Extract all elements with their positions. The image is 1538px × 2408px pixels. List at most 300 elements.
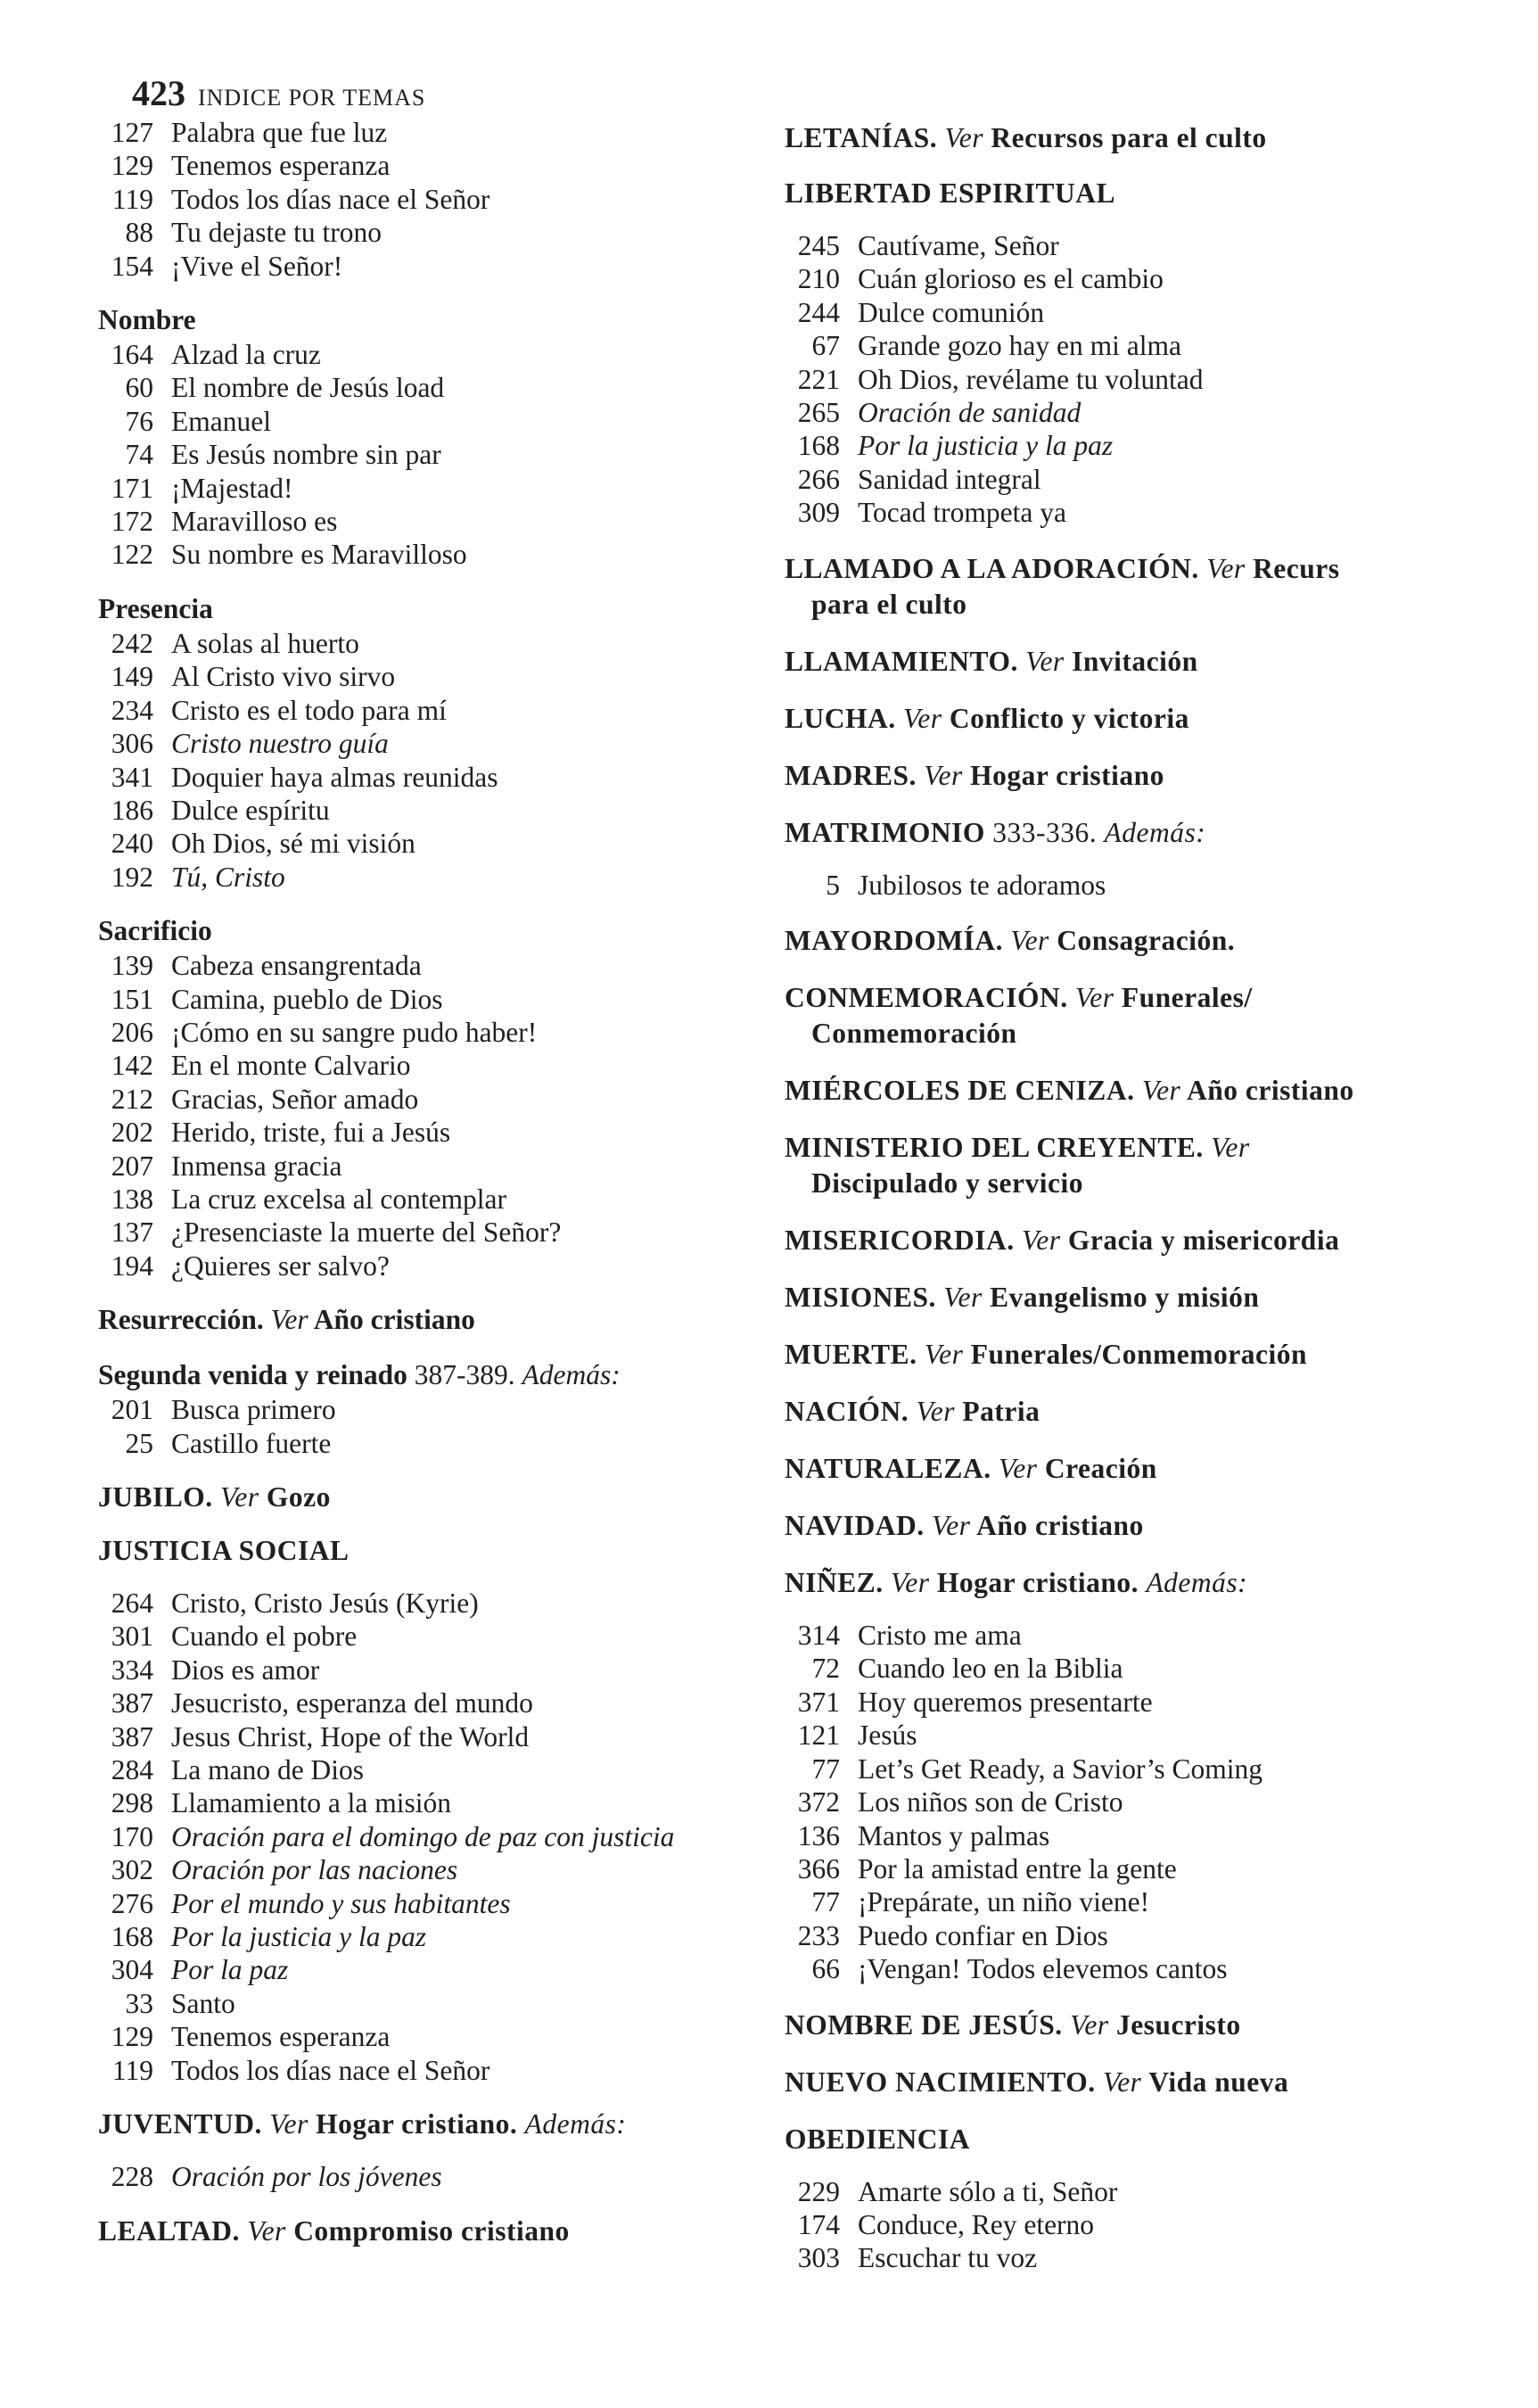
madres-ver: Ver bbox=[924, 759, 963, 791]
hymn-title: Maravilloso es bbox=[171, 506, 338, 538]
list-item bbox=[98, 1216, 758, 1249]
hymn-title: Cristo nuestro guía bbox=[171, 728, 389, 760]
list-item bbox=[98, 2054, 758, 2087]
hymn-number: 192 bbox=[111, 861, 153, 893]
left-column bbox=[98, 116, 758, 2249]
subheading-sacrificio: Sacrificio bbox=[98, 915, 212, 947]
hymn-number: 240 bbox=[111, 828, 153, 860]
list-item bbox=[98, 1587, 758, 1620]
hymn-number: 303 bbox=[797, 2242, 840, 2274]
hymn-title: Alzad la cruz bbox=[171, 339, 321, 371]
list-item bbox=[98, 1820, 758, 1853]
matrimonio-heading: MATRIMONIO bbox=[785, 816, 985, 848]
hymn-number: 66 bbox=[811, 1953, 840, 1985]
hymn-title: Conduce, Rey eterno bbox=[858, 2208, 1095, 2240]
hymn-number: 301 bbox=[111, 1620, 153, 1653]
hymn-number: 234 bbox=[111, 694, 153, 726]
hymn-title: El nombre de Jesús load bbox=[171, 372, 445, 404]
subheading-presencia: Presencia bbox=[98, 592, 213, 624]
list-item bbox=[98, 1427, 758, 1460]
ninez-heading: NIÑEZ. bbox=[785, 1567, 884, 1599]
category-navidad bbox=[785, 1508, 1538, 1544]
hymn-title: Los niños son de Cristo bbox=[858, 1786, 1123, 1818]
hymn-title: La mano de Dios bbox=[171, 1754, 365, 1786]
hymn-title: Cristo es el todo para mí bbox=[171, 694, 447, 726]
list-item bbox=[98, 727, 758, 760]
hymn-number: 168 bbox=[111, 1921, 153, 1953]
hymn-number: 210 bbox=[797, 263, 840, 295]
hymn-number: 309 bbox=[797, 497, 840, 529]
nacion-ref[interactable]: Patria bbox=[962, 1396, 1040, 1428]
category-nacion bbox=[785, 1394, 1538, 1430]
hymn-number: 142 bbox=[111, 1050, 153, 1082]
conmemoracion-ver: Ver bbox=[1074, 982, 1114, 1014]
hymn-number: 306 bbox=[111, 728, 153, 760]
hymn-number: 127 bbox=[111, 117, 153, 148]
hymn-number: 121 bbox=[797, 1719, 840, 1752]
list-item bbox=[785, 1619, 1538, 1652]
hymn-number: 302 bbox=[111, 1854, 153, 1886]
list-item bbox=[785, 429, 1538, 462]
hymn-number: 233 bbox=[797, 1919, 840, 1951]
hymn-number: 119 bbox=[111, 2054, 153, 2086]
llamado-ref[interactable]: Recurs bbox=[1253, 552, 1340, 584]
lealtad-ver: Ver bbox=[247, 2214, 286, 2247]
hymn-title: Por el mundo y sus habitantes bbox=[171, 1887, 511, 1919]
list-item bbox=[785, 496, 1538, 529]
lucha-ref[interactable]: Conflicto y victoria bbox=[949, 702, 1189, 734]
hymn-number: 194 bbox=[111, 1249, 153, 1282]
hymn-title: Es Jesús nombre sin par bbox=[171, 439, 441, 471]
hymn-number: 265 bbox=[797, 397, 840, 429]
list-item bbox=[98, 1116, 758, 1149]
list-item bbox=[785, 1752, 1538, 1785]
hymn-number: 74 bbox=[125, 439, 153, 471]
list-item bbox=[785, 396, 1538, 429]
nuevo-heading: NUEVO NACIMIENTO. bbox=[785, 2066, 1096, 2098]
hymn-title: Su nombre es Maravilloso bbox=[171, 539, 467, 571]
page-header bbox=[132, 71, 425, 120]
conmemoracion-ref-cont[interactable]: Conmemoración bbox=[811, 1018, 1017, 1050]
list-item bbox=[785, 1719, 1538, 1752]
obediencia-list bbox=[785, 2175, 1538, 2275]
hymn-title: Dulce comunión bbox=[858, 296, 1045, 328]
page-title: INDICE POR TEMAS bbox=[198, 85, 426, 111]
juventud-ver: Ver bbox=[269, 2108, 308, 2140]
hymn-number: 151 bbox=[111, 983, 153, 1015]
misericordia-heading: MISERICORDIA. bbox=[785, 1225, 1015, 1257]
hymn-title: Castillo fuerte bbox=[171, 1427, 332, 1459]
list-item bbox=[98, 827, 758, 860]
hymn-title: Herido, triste, fui a Jesús bbox=[171, 1117, 451, 1149]
juventud-ademas: Además: bbox=[524, 2108, 627, 2140]
list-item bbox=[98, 1887, 758, 1920]
muerte-heading: MUERTE. bbox=[785, 1339, 917, 1371]
hymn-title: Tenemos esperanza bbox=[171, 150, 391, 182]
justicia-list bbox=[98, 1587, 758, 2087]
hymn-title: Inmensa gracia bbox=[171, 1150, 342, 1182]
juventud-heading: JUVENTUD. bbox=[98, 2108, 262, 2140]
category-llamamiento bbox=[785, 644, 1538, 680]
hymn-number: 387 bbox=[111, 1720, 153, 1752]
hymn-title: Jesus Christ, Hope of the World bbox=[171, 1720, 530, 1752]
hymn-title: Sanidad integral bbox=[858, 463, 1041, 495]
hymn-number: 129 bbox=[111, 2021, 153, 2053]
muerte-ref[interactable]: Funerales/Conmemoración bbox=[970, 1339, 1307, 1371]
hymn-number: 67 bbox=[811, 330, 840, 362]
hymn-number: 77 bbox=[811, 1752, 840, 1785]
hymn-title: Dios es amor bbox=[171, 1653, 320, 1686]
hymn-number: 334 bbox=[111, 1653, 153, 1686]
hymn-title: Jesucristo, esperanza del mundo bbox=[171, 1687, 533, 1719]
hymn-number: 174 bbox=[797, 2208, 840, 2240]
list-item bbox=[785, 329, 1538, 362]
letanias-ver: Ver bbox=[944, 122, 983, 153]
segunda-range: 387-389. bbox=[414, 1359, 515, 1391]
hymn-number: 119 bbox=[111, 183, 153, 215]
hymn-title: Hoy queremos presentarte bbox=[858, 1686, 1153, 1718]
llamado-heading: LLAMADO A LA ADORACIÓN. bbox=[785, 552, 1199, 584]
miercoles-ref[interactable]: Año cristiano bbox=[1186, 1075, 1354, 1107]
ministerio-ver: Ver bbox=[1211, 1132, 1250, 1164]
hymn-title: Cuando leo en la Biblia bbox=[858, 1653, 1123, 1685]
misiones-heading: MISIONES. bbox=[785, 1282, 936, 1314]
naturaleza-ref[interactable]: Creación bbox=[1044, 1453, 1157, 1485]
llamado-ref-cont[interactable]: para el culto bbox=[811, 588, 967, 620]
category-llamado bbox=[785, 551, 1538, 623]
category-naturaleza bbox=[785, 1451, 1538, 1487]
hymn-number: 137 bbox=[111, 1216, 153, 1249]
list-item bbox=[98, 861, 758, 894]
hymn-title: Oración por las naciones bbox=[171, 1854, 458, 1886]
hymn-number: 170 bbox=[111, 1820, 153, 1852]
list-item bbox=[98, 983, 758, 1016]
hymn-number: 33 bbox=[125, 1987, 153, 2019]
miercoles-heading: MIÉRCOLES DE CENIZA. bbox=[785, 1075, 1135, 1107]
hymn-title: ¡Vive el Señor! bbox=[171, 250, 343, 282]
hymn-number: 154 bbox=[111, 250, 153, 282]
list-item bbox=[98, 1653, 758, 1686]
right-column bbox=[785, 120, 1538, 2275]
category-madres bbox=[785, 758, 1538, 794]
misiones-ref[interactable]: Evangelismo y misión bbox=[990, 1282, 1260, 1314]
hymn-title: Grande gozo hay en mi alma bbox=[858, 330, 1181, 362]
hymn-title: Let’s Get Ready, a Savior’s Coming bbox=[858, 1752, 1263, 1785]
list-item bbox=[785, 229, 1538, 262]
hymn-title: Cautívame, Señor bbox=[858, 230, 1059, 261]
hymn-title: Cristo me ama bbox=[858, 1620, 1022, 1652]
hymn-number: 72 bbox=[811, 1653, 840, 1685]
hymn-number: 229 bbox=[797, 2175, 840, 2207]
muerte-ver: Ver bbox=[924, 1339, 964, 1371]
hymn-title: Cuán glorioso es el cambio bbox=[858, 263, 1164, 295]
jubilo-ver: Ver bbox=[220, 1481, 259, 1513]
hymn-number: 202 bbox=[111, 1117, 153, 1149]
list-item bbox=[98, 183, 758, 216]
hymn-number: 139 bbox=[111, 950, 153, 982]
hymn-title: Escuchar tu voz bbox=[858, 2242, 1038, 2274]
miercoles-ver: Ver bbox=[1141, 1075, 1181, 1107]
matrimonio-ademas: Además: bbox=[1104, 816, 1206, 848]
list-item bbox=[98, 1083, 758, 1116]
hymn-number: 138 bbox=[111, 1183, 153, 1215]
hymn-title: ¡Cómo en su sangre pudo haber! bbox=[171, 1016, 538, 1048]
list-item bbox=[98, 627, 758, 660]
hymn-title: La cruz excelsa al contemplar bbox=[171, 1183, 507, 1215]
list-item bbox=[785, 1652, 1538, 1685]
hymn-title: Doquier haya almas reunidas bbox=[171, 761, 498, 793]
list-item bbox=[98, 216, 758, 249]
hymn-number: 372 bbox=[797, 1786, 840, 1818]
category-conmemoracion bbox=[785, 980, 1538, 1051]
category-obediencia: OBEDIENCIA bbox=[785, 2123, 971, 2155]
category-lealtad bbox=[98, 2214, 758, 2249]
hymn-title: Tenemos esperanza bbox=[171, 2021, 391, 2053]
jubilo-heading: JUBILO. bbox=[98, 1481, 213, 1513]
lealtad-ref[interactable]: Compromiso cristiano bbox=[293, 2214, 570, 2247]
list-item bbox=[98, 472, 758, 505]
hymn-title: Emanuel bbox=[171, 405, 271, 437]
list-item bbox=[98, 761, 758, 794]
hymn-number: 264 bbox=[111, 1587, 153, 1619]
ninez-list bbox=[785, 1619, 1538, 1985]
juventud-ref[interactable]: Hogar cristiano. bbox=[316, 2108, 518, 2140]
list-item bbox=[98, 116, 758, 149]
list-item bbox=[98, 1150, 758, 1183]
list-item bbox=[98, 1049, 758, 1082]
navidad-heading: NAVIDAD. bbox=[785, 1510, 925, 1542]
category-matrimonio bbox=[785, 815, 1538, 851]
hymn-number: 228 bbox=[111, 2161, 153, 2193]
hymn-title: Oh Dios, revélame tu voluntad bbox=[858, 363, 1204, 395]
jubilo-ref[interactable]: Gozo bbox=[266, 1481, 331, 1513]
lucha-ver: Ver bbox=[903, 702, 942, 734]
list-item bbox=[98, 438, 758, 471]
segunda-heading: Segunda venida y reinado bbox=[98, 1359, 407, 1391]
list-item bbox=[785, 2175, 1538, 2208]
hymn-title: Oración por los jóvenes bbox=[171, 2161, 442, 2193]
hymn-number: 171 bbox=[111, 472, 153, 504]
mayordomia-heading: MAYORDOMÍA. bbox=[785, 925, 1003, 957]
list-item bbox=[785, 1686, 1538, 1719]
list-item bbox=[98, 1920, 758, 1953]
page-number: 423 bbox=[132, 73, 185, 113]
subheading-segunda-venida bbox=[98, 1357, 758, 1393]
matrimonio-range: 333-336. bbox=[992, 816, 1098, 848]
list-item bbox=[98, 149, 758, 182]
list-item bbox=[98, 2020, 758, 2053]
hymn-number: 242 bbox=[111, 627, 153, 659]
hymn-number: 25 bbox=[125, 1427, 153, 1459]
list-item bbox=[98, 660, 758, 693]
llamamiento-ver: Ver bbox=[1025, 645, 1065, 677]
list-item bbox=[98, 371, 758, 404]
hymn-number: 207 bbox=[111, 1150, 153, 1182]
hymn-title: Oración para el domingo de paz con justicia bbox=[171, 1820, 675, 1852]
nuevo-ver: Ver bbox=[1102, 2066, 1142, 2098]
hymn-title: Amarte sólo a ti, Señor bbox=[858, 2175, 1118, 2207]
naturaleza-heading: NATURALEZA. bbox=[785, 1453, 991, 1485]
hymn-number: 284 bbox=[111, 1754, 153, 1786]
conmemoracion-ref[interactable]: Funerales/ bbox=[1121, 982, 1253, 1014]
subheading-resurreccion bbox=[98, 1302, 758, 1338]
hymn-number: 129 bbox=[111, 150, 153, 182]
mayordomia-ver: Ver bbox=[1010, 925, 1049, 957]
list-item bbox=[98, 505, 758, 538]
list-item bbox=[785, 2241, 1538, 2274]
lucha-heading: LUCHA. bbox=[785, 702, 896, 734]
hymn-title: Por la justicia y la paz bbox=[171, 1921, 427, 1953]
hymn-title: Por la paz bbox=[171, 1954, 289, 1986]
hymn-number: 186 bbox=[111, 794, 153, 826]
hymn-title: Puedo confiar en Dios bbox=[858, 1919, 1108, 1951]
list-item bbox=[785, 463, 1538, 496]
lealtad-heading: LEALTAD. bbox=[98, 2214, 240, 2247]
nombre-jesus-ref[interactable]: Jesucristo bbox=[1115, 2008, 1241, 2041]
resurreccion-ver: Ver bbox=[270, 1304, 308, 1336]
ministerio-heading: MINISTERIO DEL CREYENTE. bbox=[785, 1132, 1204, 1164]
matrimonio-list bbox=[785, 869, 1538, 902]
navidad-ver: Ver bbox=[931, 1510, 971, 1542]
nombre-jesus-heading: NOMBRE DE JESÚS. bbox=[785, 2008, 1063, 2041]
hymn-title: ¡Vengan! Todos elevemos cantos bbox=[858, 1953, 1228, 1985]
nombre-jesus-ver: Ver bbox=[1070, 2008, 1109, 2041]
hymn-title: Por la justicia y la paz bbox=[858, 430, 1114, 462]
resurreccion-heading: Resurrección. bbox=[98, 1304, 264, 1336]
hymn-number: 221 bbox=[797, 363, 840, 395]
list-item bbox=[98, 405, 758, 438]
llamamiento-heading: LLAMAMIENTO. bbox=[785, 645, 1018, 677]
hymn-number: 245 bbox=[797, 230, 840, 261]
hymn-number: 371 bbox=[797, 1686, 840, 1718]
hymn-number: 136 bbox=[797, 1819, 840, 1851]
ministerio-ref-cont[interactable]: Discipulado y servicio bbox=[811, 1167, 1084, 1200]
list-item bbox=[98, 1786, 758, 1819]
libertad-list bbox=[785, 229, 1538, 530]
hymn-number: 201 bbox=[111, 1394, 153, 1426]
hymn-title: ¡Majestad! bbox=[171, 472, 293, 504]
hymn-title: Tú, Cristo bbox=[171, 861, 285, 893]
hymn-number: 168 bbox=[797, 430, 840, 462]
llamamiento-ref[interactable]: Invitación bbox=[1072, 645, 1198, 677]
list-item bbox=[785, 296, 1538, 329]
conmemoracion-heading: CONMEMORACIÓN. bbox=[785, 982, 1068, 1014]
segunda-list bbox=[98, 1393, 758, 1460]
category-letanias bbox=[785, 120, 1538, 156]
ninez-ademas: Además: bbox=[1146, 1567, 1248, 1599]
hymn-number: 341 bbox=[111, 761, 153, 793]
list-item bbox=[785, 1785, 1538, 1818]
category-misericordia bbox=[785, 1223, 1538, 1258]
hymn-number: 366 bbox=[797, 1852, 840, 1884]
list-item bbox=[98, 1249, 758, 1282]
hymn-title: ¡Prepárate, un niño viene! bbox=[858, 1886, 1150, 1918]
madres-ref[interactable]: Hogar cristiano bbox=[970, 759, 1164, 791]
hymn-title: ¿Presenciaste la muerte del Señor? bbox=[171, 1216, 562, 1249]
hymn-title: Al Cristo vivo sirvo bbox=[171, 661, 396, 693]
hymn-number: 244 bbox=[797, 296, 840, 328]
category-misiones bbox=[785, 1280, 1538, 1315]
category-nombre-jesus bbox=[785, 2008, 1538, 2043]
hymn-number: 276 bbox=[111, 1887, 153, 1919]
list-item bbox=[98, 1686, 758, 1719]
hymn-title: Dulce espíritu bbox=[171, 794, 330, 826]
hymn-title: Cuando el pobre bbox=[171, 1620, 358, 1653]
misericordia-ver: Ver bbox=[1022, 1225, 1061, 1257]
category-justicia-social: JUSTICIA SOCIAL bbox=[98, 1535, 350, 1566]
hymn-title: Por la amistad entre la gente bbox=[858, 1852, 1177, 1884]
list-item bbox=[785, 363, 1538, 396]
hymn-number: 387 bbox=[111, 1687, 153, 1719]
naturaleza-ver: Ver bbox=[998, 1453, 1038, 1485]
hymn-title: En el monte Calvario bbox=[171, 1050, 411, 1082]
presencia-list bbox=[98, 627, 758, 894]
category-ministerio bbox=[785, 1130, 1538, 1201]
nacion-heading: NACIÓN. bbox=[785, 1396, 909, 1428]
hymn-number: 122 bbox=[111, 539, 153, 571]
hymn-title: Jesús bbox=[858, 1719, 917, 1752]
misiones-ver: Ver bbox=[943, 1282, 983, 1314]
hymn-number: 149 bbox=[111, 661, 153, 693]
hymn-title: Llamamiento a la misión bbox=[171, 1787, 452, 1819]
hymn-title: Cabeza ensangrentada bbox=[171, 950, 422, 982]
list-item bbox=[98, 949, 758, 982]
hymn-number: 172 bbox=[111, 506, 153, 538]
hymn-title: Oración de sanidad bbox=[858, 397, 1082, 429]
hymn-title: Mantos y palmas bbox=[858, 1819, 1050, 1851]
hymn-title: Oh Dios, sé mi visión bbox=[171, 828, 415, 860]
hymn-number: 5 bbox=[826, 869, 840, 901]
madres-heading: MADRES. bbox=[785, 759, 917, 791]
hymn-title: Gracias, Señor amado bbox=[171, 1083, 419, 1115]
subheading-nombre: Nombre bbox=[98, 304, 196, 336]
juventud-list bbox=[98, 2160, 758, 2193]
category-lucha bbox=[785, 701, 1538, 737]
nuevo-ref[interactable]: Vida nueva bbox=[1148, 2066, 1289, 2098]
list-item bbox=[98, 1753, 758, 1786]
hymn-title: Todos los días nace el Señor bbox=[171, 2054, 490, 2086]
hymn-number: 212 bbox=[111, 1083, 153, 1115]
misericordia-ref[interactable]: Gracia y misericordia bbox=[1067, 1225, 1340, 1257]
hymn-title: Jubilosos te adoramos bbox=[858, 869, 1106, 901]
resurreccion-ref[interactable]: Año cristiano bbox=[313, 1304, 475, 1336]
llamado-ver: Ver bbox=[1206, 552, 1246, 584]
category-mayordomia bbox=[785, 923, 1538, 959]
hymn-number: 164 bbox=[111, 339, 153, 371]
list-item bbox=[98, 694, 758, 727]
navidad-ref[interactable]: Año cristiano bbox=[976, 1510, 1144, 1542]
letanias-ref[interactable]: Recursos para el culto bbox=[991, 122, 1267, 153]
list-item bbox=[98, 1016, 758, 1049]
top-items-list bbox=[98, 116, 758, 283]
sacrificio-list bbox=[98, 949, 758, 1282]
letanias-heading: LETANÍAS. bbox=[785, 122, 938, 153]
mayordomia-ref[interactable]: Consagración. bbox=[1057, 925, 1236, 957]
hymn-title: Santo bbox=[171, 1987, 235, 2019]
ninez-ref[interactable]: Hogar cristiano. bbox=[936, 1567, 1139, 1599]
hymn-title: Todos los días nace el Señor bbox=[171, 183, 490, 215]
hymn-title: Busca primero bbox=[171, 1394, 336, 1426]
hymn-number: 206 bbox=[111, 1016, 153, 1048]
list-item bbox=[98, 1853, 758, 1886]
list-item bbox=[98, 1393, 758, 1426]
hymn-number: 60 bbox=[125, 372, 153, 404]
list-item bbox=[98, 1620, 758, 1653]
list-item bbox=[785, 1819, 1538, 1852]
hymn-number: 76 bbox=[125, 405, 153, 437]
list-item bbox=[785, 1952, 1538, 1985]
list-item bbox=[98, 1183, 758, 1216]
